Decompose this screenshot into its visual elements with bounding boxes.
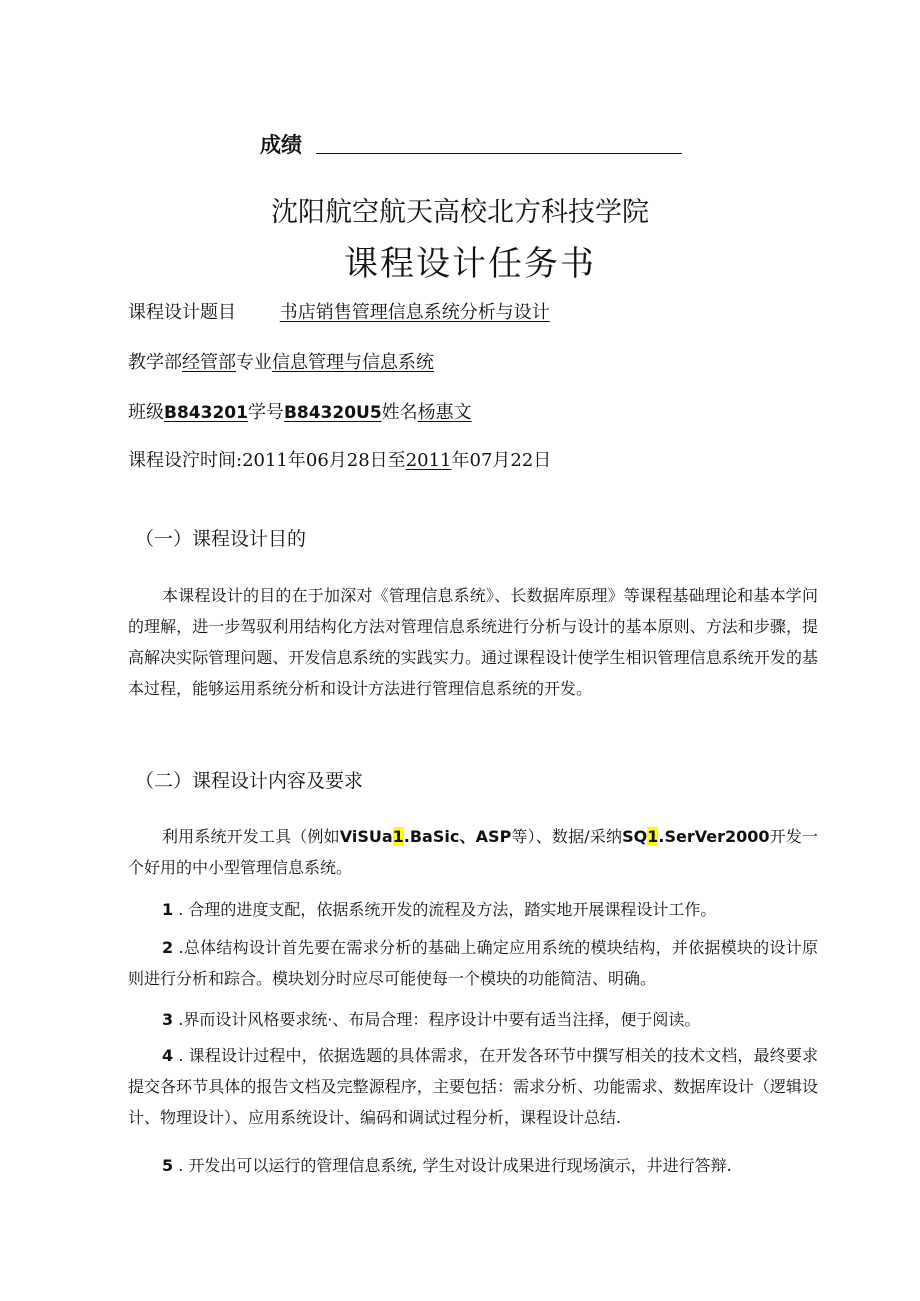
intro-text-1: 利用系统开发工具（例如 [162,827,340,846]
requirement-item [128,1150,818,1181]
intro-text-3: 开发一个好用的中小型管理信息系统。 [128,827,818,877]
intro-tool-vb-a: ViSUa [339,827,393,846]
name-label: 姓名 [381,402,418,423]
time-line [128,446,551,472]
major-label: 专业 [236,352,272,373]
intro-highlight-1: 1 [392,827,404,846]
dept-value: 经管部 [182,352,236,373]
item-text: .界而设计风格要求统·、布局合理：程序设计中要有适当注择，便于阅读。 [173,1010,701,1029]
class-label: 班级 [128,402,164,423]
topic-line [128,298,550,324]
institution-name: 沈阳航空航天高校北方科技学院 [271,197,649,228]
student-id-label: 学号 [247,402,284,423]
item-text: . 课程设计过程中，依据选题的具体需求，在开发各环节中撰写相关的技术文档，最终要求提交各环节具体的报告文档及完整源程序，主要包括：需求分析、功能需求、数据库设计（逻辑设计、物理设计）、应用系统设计、编码和调试过程分析，课程设计总结. [128,1046,818,1127]
section1-heading: （一）课程设计目的 [135,528,307,550]
section2-intro [128,821,818,883]
item-number: 1 [162,900,174,919]
item-text: . 开发出可以运行的管理信息系统, 学生对设计成果进行现场演示，井进行答辩. [173,1156,732,1175]
major-value: 信息管理与信息系统 [272,352,434,373]
intro-highlight-2: 1 [647,827,659,846]
requirement-item [128,1004,818,1035]
grade-blank-line [316,153,682,154]
intro-tool-sql-b: .SerVer2000 [658,827,770,846]
dept-label: 教学部 [128,352,182,373]
item-text: . 合理的进度支配，依据系统开发的流程及方法，踏实地开展课程设计工作。 [173,900,717,919]
item-number: 3 [162,1010,174,1029]
item-number: 2 [162,938,174,957]
dept-line [128,348,434,374]
name-value: 杨惠文 [417,402,472,423]
requirement-item [128,894,818,925]
section2-heading: （二）课程设计内容及要求 [135,770,364,792]
requirement-item [128,1040,818,1133]
intro-tool-vb-b: .BaSic、ASP [403,827,512,846]
intro-text-2: 等）、数据/采纳 [511,827,623,846]
time-end-year: 2011 [405,450,452,471]
grade-label: 成绩 [260,133,302,157]
topic-label: 课程设计题目 [128,302,236,323]
class-line [128,398,472,424]
item-number: 5 [162,1156,174,1175]
document-title: 课程设计任务书 [344,244,596,284]
topic-value: 书店销售管理信息系统分析与设计 [279,302,550,323]
student-id-value: B84320U5 [283,403,382,423]
section1-body: 本课程设计的目的在于加深对《管理信息系统》、长数据库原理》等课程基础理论和基本学问的理解，进一步驾驭利用结构化方法对管理信息系统进行分析与设计的基本原则、方法和步骤，提高解决实际管理问题、开发信息系统的实践实力。通过课程设计使学生相识管理信息系统开发的基本过程，能够运用系统分析和设计方法进行管理信息系统的开发。 [128,586,818,698]
time-prefix: 课程设泞时间:2011年06月28日至 [128,450,406,471]
requirement-item [128,932,818,994]
item-number: 4 [162,1046,174,1065]
class-value: B843201 [164,403,248,423]
item-text: .总体结构设计首先要在需求分析的基础上确定应用系统的模块结构，并依据模块的设计原则进行分析和踪合。模块划分时应尽可能使每一个模块的功能简洁、明确。 [128,938,818,988]
intro-tool-sql-a: SQ [622,827,648,846]
time-suffix: 年07月22日 [451,450,552,471]
